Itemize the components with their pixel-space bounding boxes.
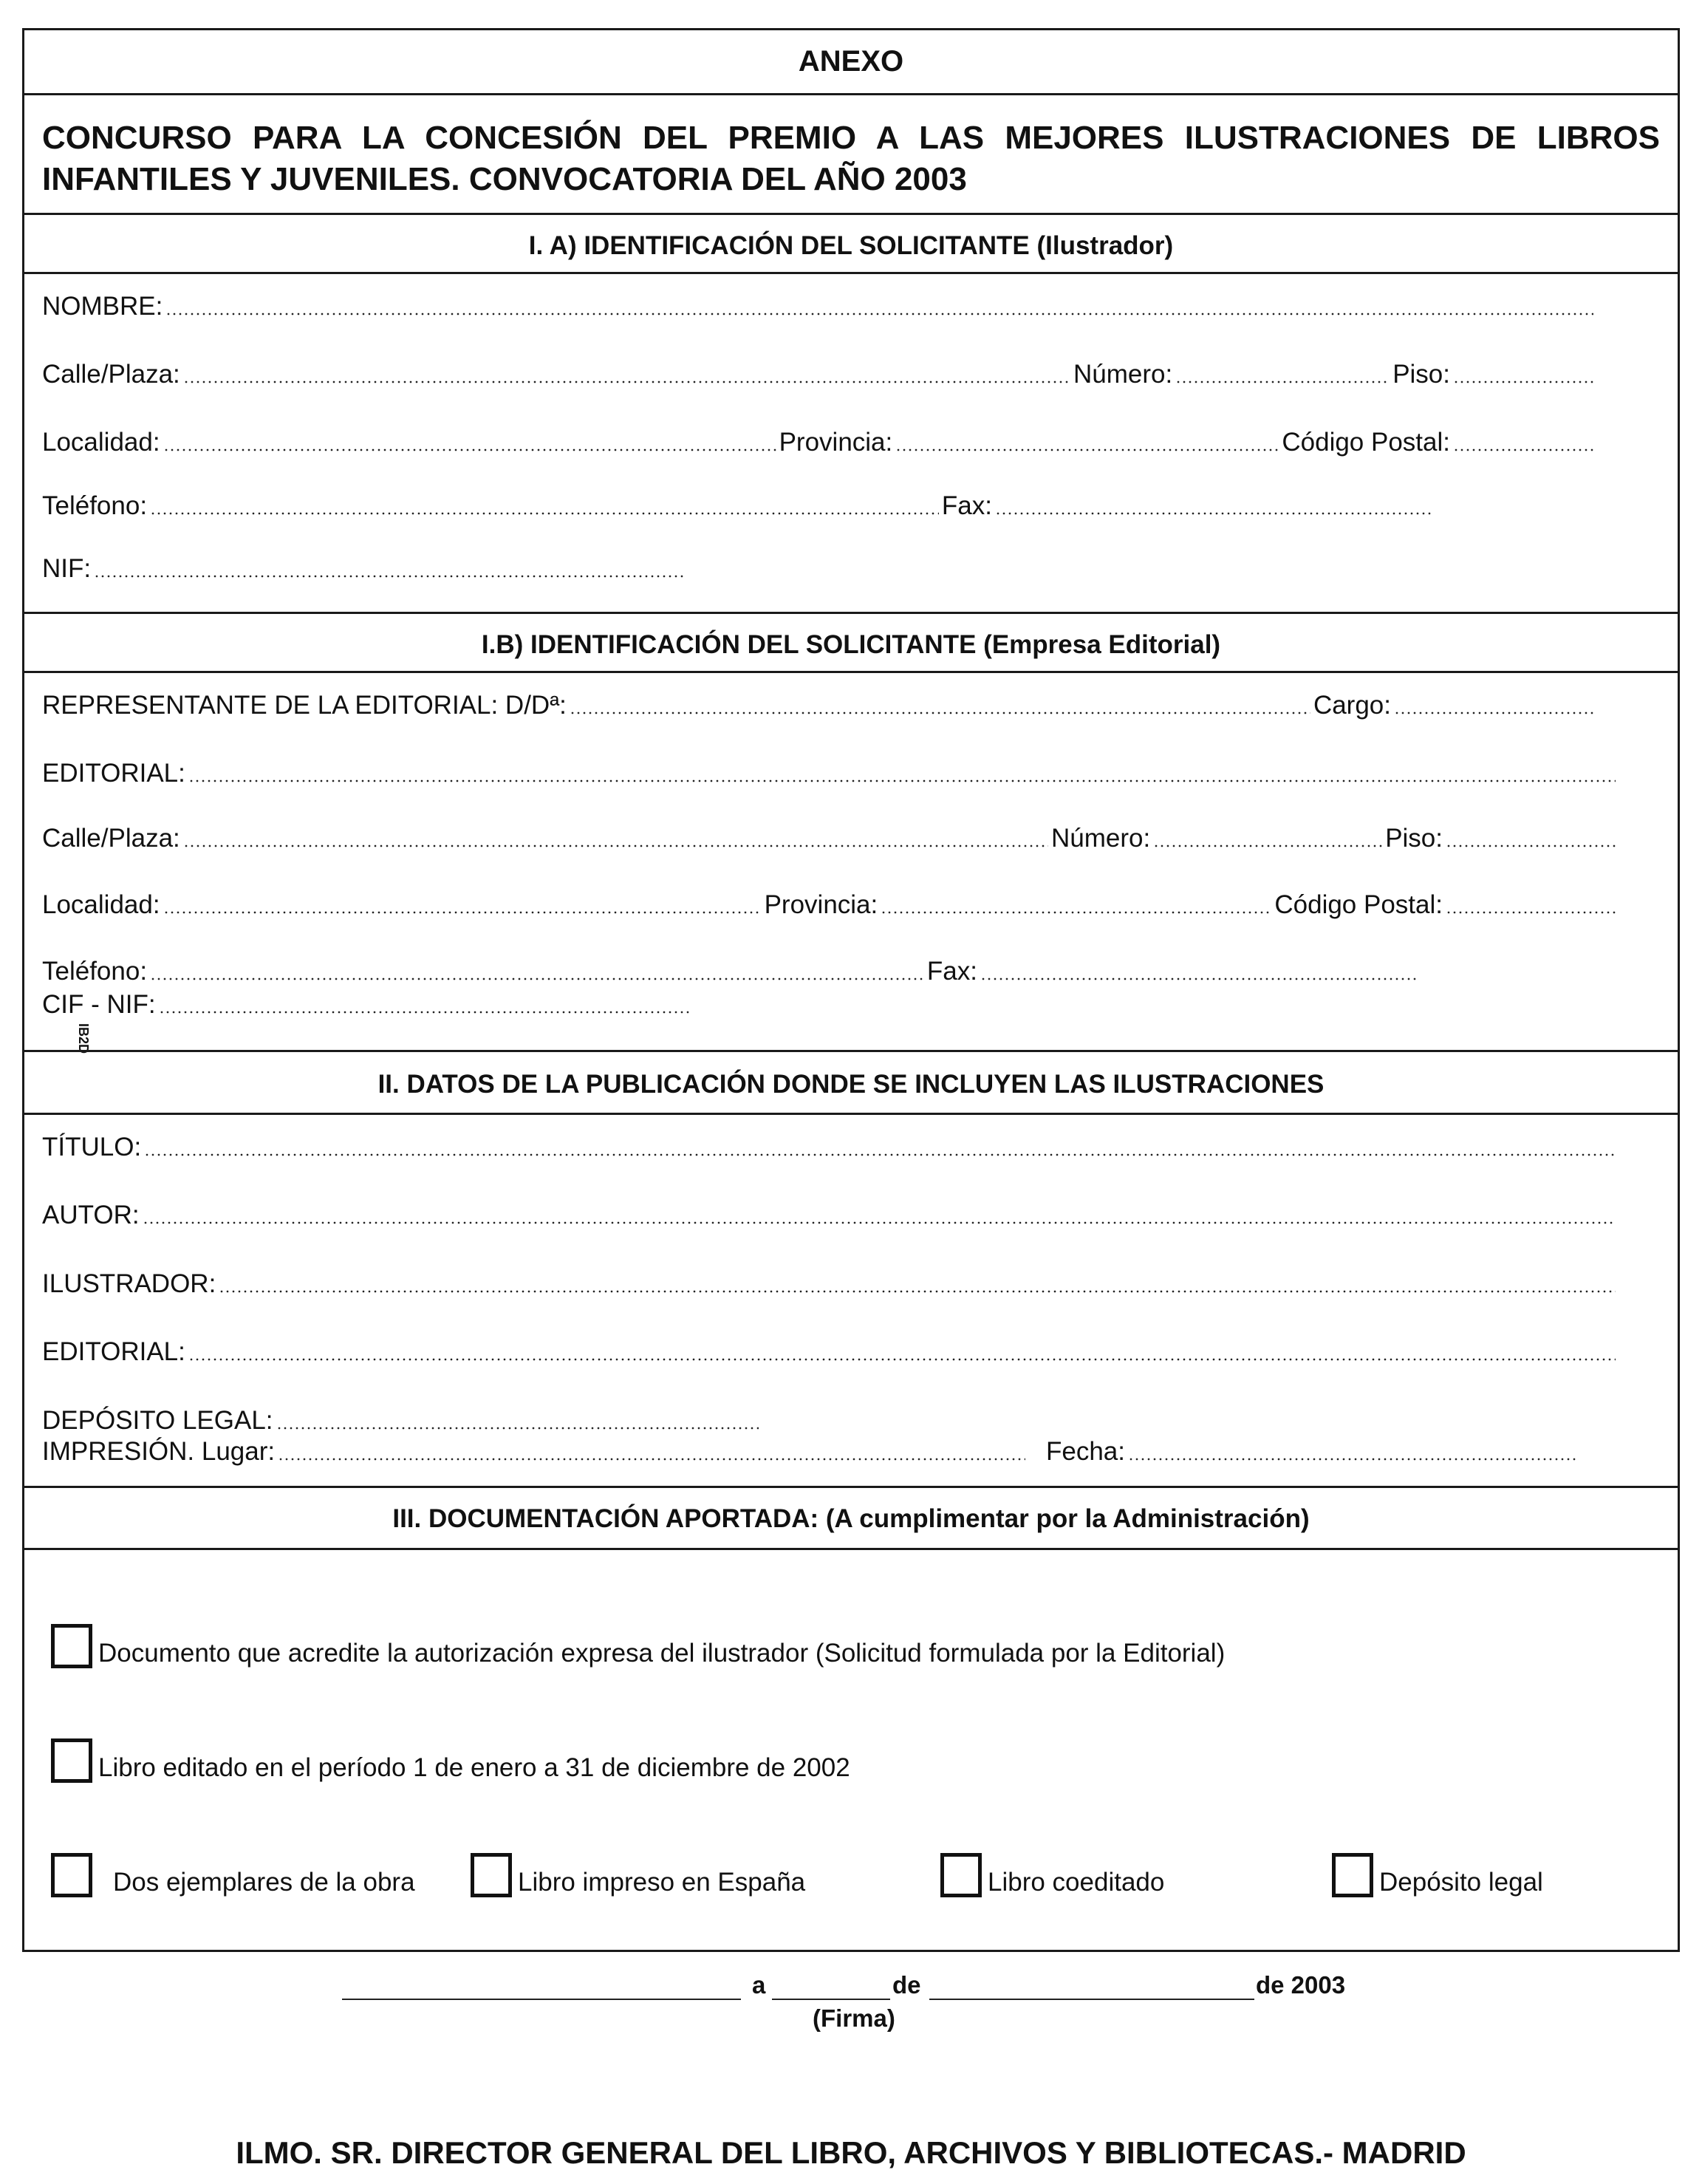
item-5-label: Libro coeditado (988, 1868, 1165, 1897)
document-authorization-item[interactable] (51, 1624, 1225, 1668)
section-1a-heading: I. A) IDENTIFICACIÓN DEL SOLICITANTE (Ilustrador) (528, 231, 1174, 260)
editorial-label-1b: EDITORIAL: (42, 759, 185, 788)
calle-label-1b: Calle/Plaza: (42, 824, 180, 853)
section-1b-header (24, 612, 1678, 671)
section-3-header (24, 1486, 1678, 1548)
section-3-body (24, 1548, 1678, 1950)
editorial-row-2[interactable] (42, 1334, 1619, 1367)
fax-label-1b: Fax: (926, 957, 977, 986)
editorial-row-1b[interactable] (42, 756, 1619, 788)
provincia-label-1b: Provincia: (764, 890, 878, 919)
section-2-header (24, 1050, 1678, 1113)
titulo-row[interactable] (42, 1130, 1619, 1162)
signature-a: a (752, 1971, 766, 1999)
autor-row[interactable] (42, 1198, 1619, 1230)
application-form (22, 28, 1680, 1952)
ilustrador-label: ILUSTRADOR: (42, 1269, 216, 1298)
signature-firma: (Firma) (813, 2004, 895, 2032)
signature-de: de (892, 1971, 921, 1999)
cif-nif-label: CIF - NIF: (42, 990, 156, 1019)
titulo-label: TÍTULO: (42, 1133, 142, 1161)
addressee-footer: ILMO. SR. DIRECTOR GENERAL DEL LIBRO, ARCHIVOS Y BIBLIOTECAS.- MADRID (236, 2135, 1466, 2170)
legal-deposit-item[interactable] (1332, 1853, 1543, 1897)
signature-month-line[interactable] (929, 1999, 1254, 2000)
item-3-label: Dos ejemplares de la obra (113, 1868, 415, 1897)
section-1a-body (24, 272, 1678, 641)
section-3-heading: III. DOCUMENTACIÓN APORTADA: (A cumplimentar por la Administración) (392, 1504, 1310, 1533)
item-2-label: Libro editado en el período 1 de enero a 31 de diciembre de 2002 (98, 1753, 850, 1782)
codigo-postal-label: Código Postal: (1282, 428, 1450, 457)
printed-spain-item[interactable] (471, 1853, 805, 1897)
piso-label-1b: Piso: (1385, 824, 1443, 853)
checkbox-coedited[interactable] (940, 1853, 982, 1897)
nif-row-1a[interactable] (42, 551, 688, 584)
location-row-1b[interactable] (42, 887, 1619, 920)
ilustrador-row[interactable] (42, 1266, 1619, 1299)
address-row-1a[interactable] (42, 357, 1596, 389)
numero-label: Número: (1073, 360, 1173, 389)
item-6-label: Depósito legal (1379, 1868, 1543, 1897)
telefono-label: Teléfono: (42, 491, 148, 520)
contest-title: CONCURSO PARA LA CONCESIÓN DEL PREMIO A LAS MEJORES ILUSTRACIONES DE LIBROS INFANTILES Y JUVENILES. CONVOCATORIA DEL AÑO 2003 (42, 120, 1660, 197)
nif-label: NIF: (42, 554, 92, 583)
two-copies-item[interactable] (51, 1853, 415, 1897)
codigo-postal-label-1b: Código Postal: (1274, 890, 1443, 919)
ib2d-stamp: IB2D (76, 1023, 91, 1054)
impresion-row[interactable] (42, 1434, 1582, 1467)
checkbox-printed-spain[interactable] (471, 1853, 512, 1897)
item-1-label: Documento que acredite la autorización expresa del ilustrador (Solicitud formulada por la Editorial) (98, 1639, 1226, 1668)
impresion-lugar-label: IMPRESIÓN. Lugar: (42, 1437, 276, 1466)
location-row-1a[interactable] (42, 425, 1596, 457)
address-row-1b[interactable] (42, 821, 1619, 853)
section-1b-body (24, 671, 1678, 1085)
piso-label: Piso: (1392, 360, 1450, 389)
localidad-label-1b: Localidad: (42, 890, 160, 919)
checkbox-legal-deposit[interactable] (1332, 1853, 1373, 1897)
checkbox-two-copies[interactable] (51, 1853, 92, 1897)
fax-label: Fax: (941, 491, 992, 520)
checkbox-authorization[interactable] (51, 1624, 92, 1668)
phone-row-1b[interactable] (42, 954, 1419, 986)
autor-label: AUTOR: (42, 1201, 140, 1229)
nombre-label: NOMBRE: (42, 292, 163, 321)
fecha-label: Fecha: (1046, 1437, 1125, 1466)
editorial-label-2: EDITORIAL: (42, 1337, 185, 1366)
signature-year: de 2003 (1256, 1971, 1346, 1999)
signature-day-line[interactable] (772, 1999, 890, 2000)
signature-place-line[interactable] (342, 1999, 741, 2000)
provincia-label: Provincia: (779, 428, 893, 457)
section-1a-header (24, 213, 1678, 272)
edition-period-item[interactable] (51, 1738, 850, 1783)
telefono-label-1b: Teléfono: (42, 957, 148, 986)
item-4-label: Libro impreso en España (518, 1868, 806, 1897)
phone-row-1a[interactable] (42, 488, 1434, 521)
representante-label: REPRESENTANTE DE LA EDITORIAL: D/Dª: (42, 691, 567, 720)
annex-title: ANEXO (798, 45, 904, 78)
nombre-field[interactable] (42, 289, 1596, 321)
numero-label-1b: Número: (1050, 824, 1151, 853)
checkbox-edition-period[interactable] (51, 1738, 92, 1783)
section-2-heading: II. DATOS DE LA PUBLICACIÓN DONDE SE INCLUYEN LAS ILUSTRACIONES (377, 1070, 1325, 1099)
cargo-label: Cargo: (1313, 691, 1391, 720)
localidad-label: Localidad: (42, 428, 160, 457)
deposito-legal-row[interactable] (42, 1403, 762, 1436)
section-1b-heading: I.B) IDENTIFICACIÓN DEL SOLICITANTE (Empresa Editorial) (481, 630, 1221, 659)
calle-label: Calle/Plaza: (42, 360, 180, 389)
section-2-body (24, 1113, 1678, 1486)
cif-nif-row[interactable] (42, 987, 695, 1020)
coedited-item[interactable] (940, 1853, 1164, 1897)
representante-row[interactable] (42, 688, 1596, 720)
deposito-legal-label: DEPÓSITO LEGAL: (42, 1406, 273, 1435)
